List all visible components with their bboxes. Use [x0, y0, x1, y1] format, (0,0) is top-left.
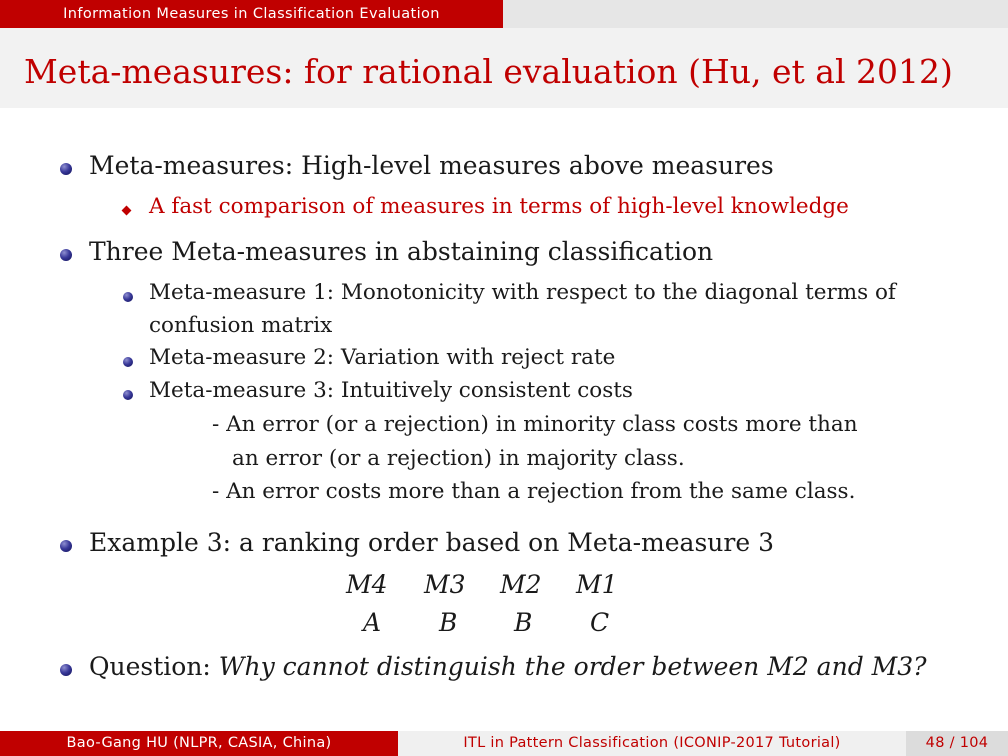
bullet-ball-icon: [60, 249, 72, 261]
question-label: Question:: [89, 652, 211, 681]
ranking-grade: B: [439, 608, 458, 637]
ranking-grade: B: [514, 608, 533, 637]
sub-bullet-meta-measure-3: Meta-measure 3: Intuitively consistent costs: [149, 378, 633, 403]
footer: [0, 731, 1008, 756]
dash-item-minority-cost-cont: an error (or a rejection) in majority class.: [232, 446, 685, 471]
ranking-grade: A: [363, 608, 382, 637]
slide-title: Meta-measures: for rational evaluation (Hu, et al 2012): [24, 52, 953, 91]
footer-page-number: 48 / 104: [906, 731, 1008, 756]
dash-item-minority-cost: - An error (or a rejection) in minority class costs more than: [212, 412, 858, 437]
bullet-ball-icon: [60, 664, 72, 676]
dash-item-error-vs-rejection: - An error costs more than a rejection from the same class.: [212, 479, 856, 504]
ranking-grade: C: [590, 608, 610, 637]
sub-bullet-fast-comparison: A fast comparison of measures in terms of high-level knowledge: [149, 194, 849, 219]
sub-bullet-meta-measure-2: Meta-measure 2: Variation with reject rate: [149, 345, 616, 370]
sub-bullet-ball-icon: [123, 357, 133, 367]
sub-bullet-meta-measure-1: Meta-measure 1: Monotonicity with respect to the diagonal terms of: [149, 280, 896, 305]
ranking-measure: M4: [346, 570, 388, 599]
bullet-example-3: Example 3: a ranking order based on Meta-measure 3: [89, 528, 774, 557]
diamond-bullet-icon: [122, 206, 132, 216]
bullet-ball-icon: [60, 540, 72, 552]
bullet-ball-icon: [60, 163, 72, 175]
bullet-question: [89, 652, 927, 681]
sub-bullet-ball-icon: [123, 390, 133, 400]
footer-author: Bao-Gang HU (NLPR, CASIA, China): [0, 731, 398, 756]
ranking-measure: M3: [424, 570, 466, 599]
question-text: Why cannot distinguish the order between M2 and M3?: [218, 652, 927, 681]
footer-talk-title: ITL in Pattern Classification (ICONIP-2017 Tutorial): [398, 731, 906, 756]
sub-bullet-ball-icon: [123, 292, 133, 302]
sub-bullet-meta-measure-1-cont: confusion matrix: [149, 313, 333, 338]
ranking-measure: M1: [576, 570, 618, 599]
bullet-meta-measures: Meta-measures: High-level measures above measures: [89, 151, 774, 180]
ranking-measure: M2: [500, 570, 542, 599]
bullet-three-meta-measures: Three Meta-measures in abstaining classification: [89, 237, 714, 266]
section-title: Information Measures in Classification Evaluation: [0, 0, 503, 28]
